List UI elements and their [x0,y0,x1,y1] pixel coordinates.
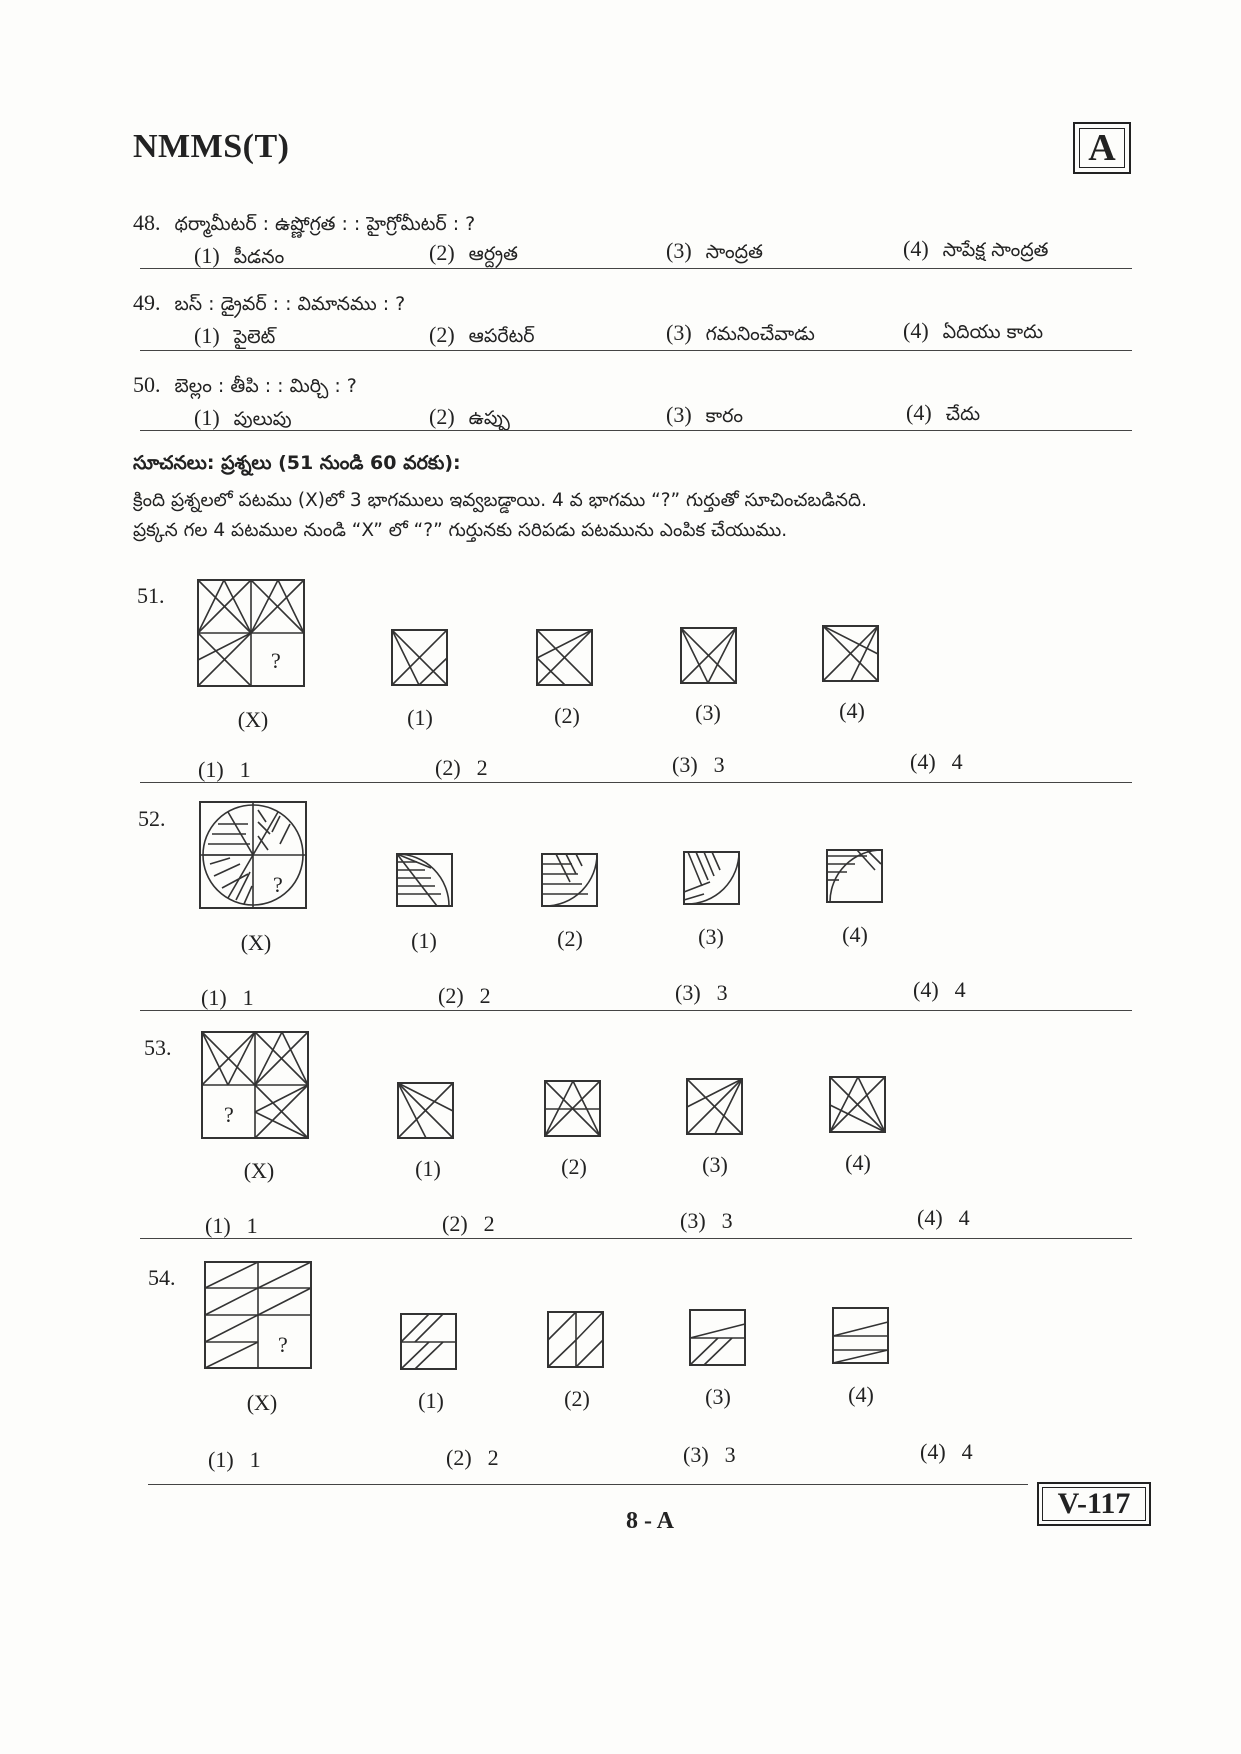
q51-answer-1[interactable]: (1) 1 [198,757,251,782]
question-51-number: 51. [137,583,165,608]
divider [140,350,1132,351]
q51-choice-2[interactable] [537,630,595,688]
divider [140,1010,1132,1011]
exam-code: NMMS(T) [133,128,290,165]
instructions-line-1: క్రింది ప్రశ్నలలో పటము (X)లో 3 భాగములు ఇవ్వబడ్డాయి. 4 వ భాగము “?” గుర్తుతో సూచించబడినది. [133,490,867,511]
q51-choice-1-label: (1) [407,705,433,730]
q53-figure-x-label: (X) [243,1158,275,1183]
instructions-line-2: ప్రక్కన గల 4 పటముల నుండి “X” లో “?” గుర్తునకు సరిపడు పటమును ఎంపిక చేయుము. [133,520,788,541]
q54-answer-3[interactable]: (3) 3 [683,1442,736,1467]
q51-answer-2[interactable]: (2) 2 [435,755,488,780]
placeholder-mark: ? [278,1332,288,1357]
q53-choice-1-label: (1) [415,1156,441,1181]
q51-answer-3[interactable]: (3) 3 [672,752,725,777]
question-set-badge: A [1073,122,1131,174]
q54-choice-4-label: (4) [848,1382,874,1407]
placeholder-mark: ? [271,648,281,673]
q53-choice-3[interactable] [687,1079,745,1137]
question-49-stem: 49. బస్ : డ్రైవర్ : : విమానము : ? [133,290,406,315]
instructions-title: సూచనలు: ప్రశ్నలు (51 నుండి 60 వరకు): [133,452,461,474]
q51-choice-3-label: (3) [695,700,721,725]
divider [148,1484,1028,1485]
q53-answer-4[interactable]: (4) 4 [917,1205,970,1230]
q52-answer-1[interactable]: (1) 1 [201,985,254,1010]
question-48-stem: 48. థర్మామీటర్ : ఉష్ణోగ్రత : : హైగ్రోమీటర్ : ? [133,210,476,235]
q51-answer-4[interactable]: (4) 4 [910,749,963,774]
q49-option-2: (2) ఆపరేటర్ [429,322,535,347]
q52-choice-2-label: (2) [557,926,583,951]
q54-choice-2-label: (2) [564,1386,590,1411]
q49-option-3: (3) గమనించేవాడు [666,320,815,345]
q52-choice-3-label: (3) [698,924,724,949]
q50-option-3: (3) కారం [666,402,744,427]
q51-choice-3[interactable] [681,628,739,686]
q54-choice-2[interactable] [548,1312,606,1370]
q51-choice-4[interactable] [823,626,881,684]
question-53-number: 53. [144,1035,172,1060]
q52-choice-1-label: (1) [411,928,437,953]
q48-option-1: (1) పీడనం [194,243,285,268]
q48-option-3: (3) సాంద్రత [666,238,763,263]
q54-answer-1[interactable]: (1) 1 [208,1447,261,1472]
question-54-number: 54. [148,1265,176,1290]
q53-choice-4-label: (4) [845,1150,871,1175]
q54-choice-1-label: (1) [418,1388,444,1413]
q52-choice-1[interactable] [397,854,455,912]
q53-choice-3-label: (3) [702,1152,728,1177]
divider [140,782,1132,783]
question-52-number: 52. [138,806,166,831]
page-number: 8 - A [626,1508,674,1534]
q54-figure-x-label: (X) [246,1390,278,1415]
q52-choice-4-label: (4) [842,922,868,947]
q51-figure-x [198,580,308,690]
question-50-stem: 50. బెల్లం : తీపి : : మిర్చి : ? [133,372,357,397]
q52-choice-4[interactable] [827,850,885,908]
q54-answer-4[interactable]: (4) 4 [920,1439,973,1464]
q52-figure-x-label: (X) [240,930,272,955]
q49-option-1: (1) పైలెట్ [194,323,276,348]
q54-answer-2[interactable]: (2) 2 [446,1445,499,1470]
q53-choice-1[interactable] [398,1083,456,1141]
q52-answer-4[interactable]: (4) 4 [913,977,966,1002]
q51-figure-x-label: (X) [237,707,269,732]
q52-choice-2[interactable] [542,854,600,912]
q53-choice-2[interactable] [545,1081,603,1139]
q53-answer-1[interactable]: (1) 1 [205,1213,258,1238]
q53-answer-3[interactable]: (3) 3 [680,1208,733,1233]
q53-choice-4[interactable] [830,1077,888,1135]
q52-answer-2[interactable]: (2) 2 [438,983,491,1008]
paper-code-badge: V-117 [1037,1482,1151,1526]
q54-choice-4[interactable] [833,1308,891,1366]
q50-option-4: (4) చేదు [906,400,981,425]
q48-option-4: (4) సాపేక్ష సాంద్రత [903,236,1049,261]
q51-choice-4-label: (4) [839,698,865,723]
q54-choice-1[interactable] [401,1314,459,1372]
q50-option-2: (2) ఉప్పు [429,404,510,429]
divider [140,430,1132,431]
placeholder-mark: ? [224,1102,234,1127]
q54-choice-3[interactable] [690,1310,748,1368]
q52-choice-3[interactable] [684,852,742,910]
q48-option-2: (2) ఆర్ద్రత [429,240,518,265]
q52-figure-x [200,802,310,912]
divider [140,1238,1132,1239]
q51-choice-2-label: (2) [554,703,580,728]
q53-choice-2-label: (2) [561,1154,587,1179]
q54-figure-x [205,1262,315,1372]
q50-option-1: (1) పులుపు [194,405,292,430]
q52-answer-3[interactable]: (3) 3 [675,980,728,1005]
placeholder-mark: ? [273,872,283,897]
q51-choice-1[interactable] [392,630,450,688]
divider [140,268,1132,269]
q49-option-4: (4) ఏదియు కాదు [903,318,1044,343]
q54-choice-3-label: (3) [705,1384,731,1409]
q53-answer-2[interactable]: (2) 2 [442,1211,495,1236]
q53-figure-x [202,1032,312,1142]
